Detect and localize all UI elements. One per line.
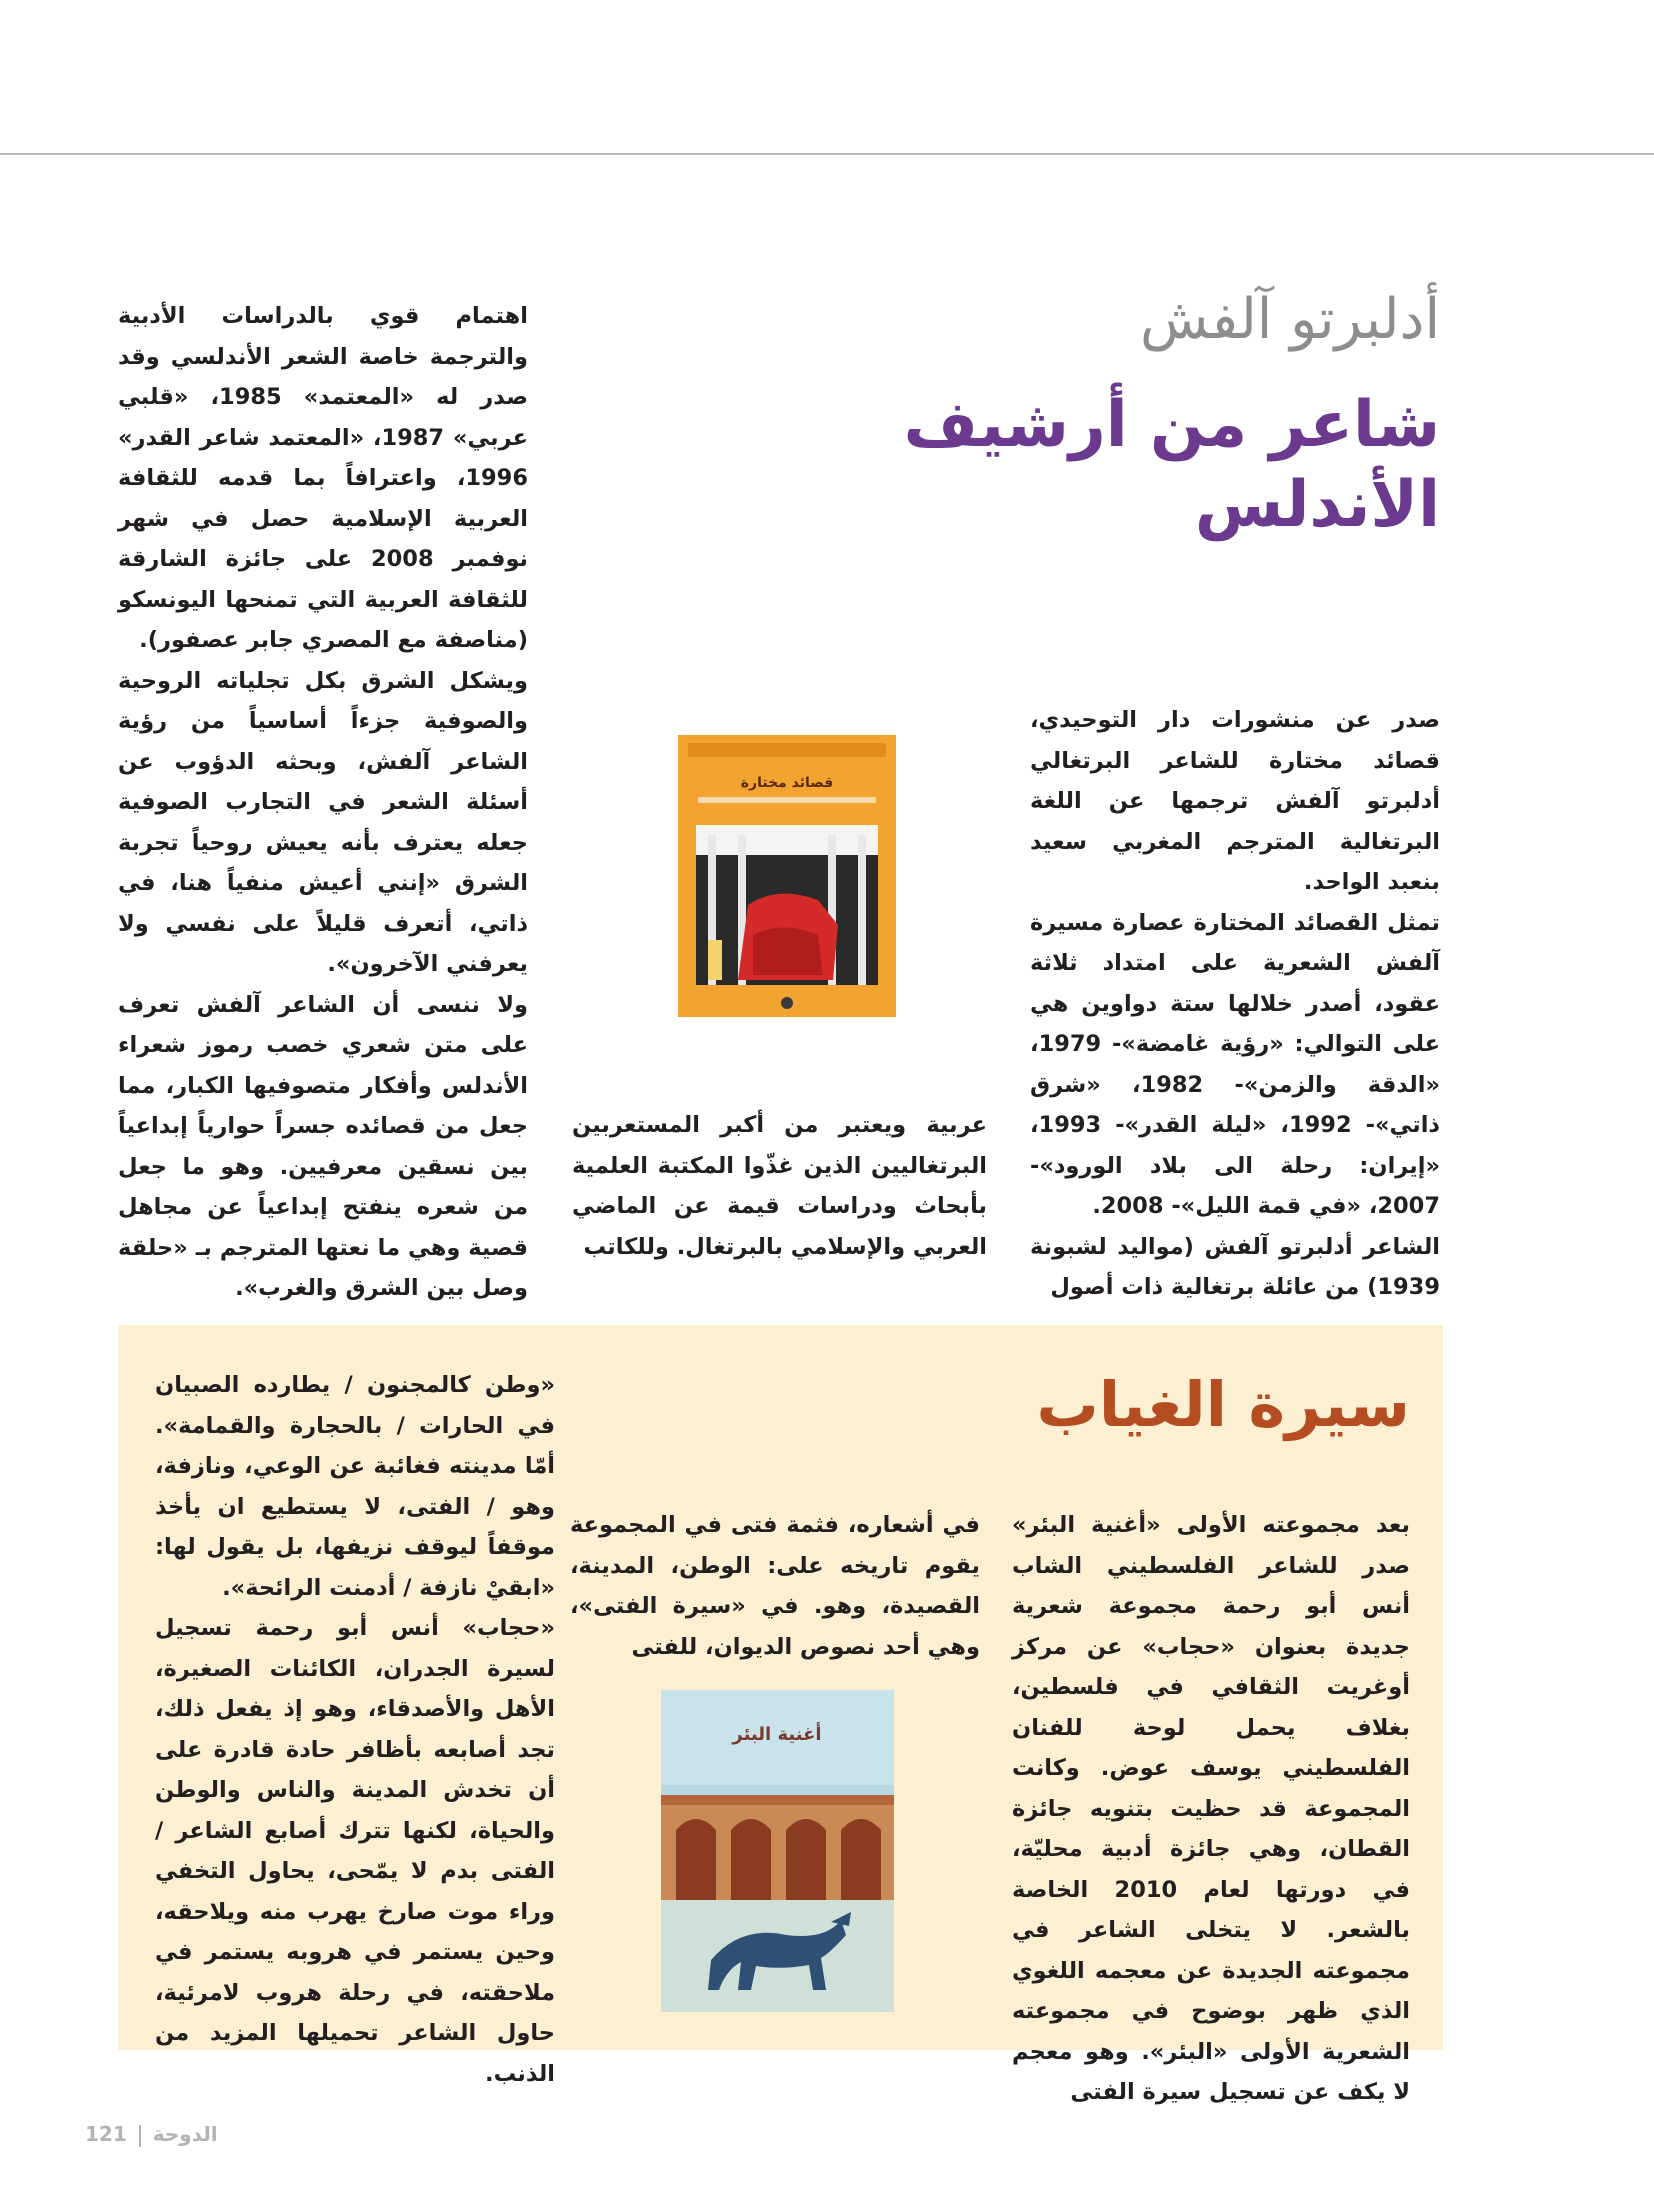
article1-column-right — [1030, 700, 1440, 1308]
book-cover-title: قصائد مختارة — [740, 775, 834, 791]
paragraph: «حجاب» أنس أبو رحمة تسجيل لسيرة الجدران، الكائنات الصغيرة، الأهل والأصدقاء، وهو إذ يفعل ذلك، تجد أصابعه بأظافر حادة قادرة على أن تخدش المدينة والناس والوطن والحياة، لكنها تترك أصابع الشاعر / الفتى بدم لا يمّحى، يحاول التخفي وراء موت صارخ يهرب منه ويلاحقه، وحين يستمر في هروبه يستمر في ملاحقته، في رحلة هروب لامرئية، حاول الشاعر تحميلها المزيد من الذنب. — [155, 1615, 555, 2087]
book-cover-image — [678, 735, 896, 1017]
paragraph: ويشكل الشرق بكل تجلياته الروحية والصوفية جزءاً أساسياً من رؤية الشاعر آلفش، وبحثه الدؤوب عن أسئلة الشعر في التجارب الصوفية جعله يعترف بأنه يعيش روحياً تجربة الشرق «إنني أعيش منفياً هنا، في ذاتي، أتعرف قليلاً على نفسي ولا يعرفني الآخرون». — [118, 667, 528, 977]
magazine-name: الدوحة — [152, 2122, 218, 2146]
page-footer — [85, 2114, 218, 2154]
article-title: شاعر من أرشيف الأندلس — [903, 388, 1440, 542]
paragraph: «وطن كالمجنون / يطارده الصبيان في الحارات / بالحجارة والقمامة». أمّا مدينته فغائبة عن الوعي، ونازفة، وهو / الفتى، لا يستطيع ان يأخذ موقفاً ليوقف نزيفها، بل يقول لها: «ابقيْ نازفة / أدمنت الرائحة». — [155, 1372, 555, 1601]
page-number: 121 — [85, 2122, 127, 2146]
paragraph: عربية ويعتبر من أكبر المستعربين البرتغاليين الذين غذّوا المكتبة العلمية بأبحاث ودراسات قيمة عن الماضي العربي والإسلامي بالبرتغال. وللكاتب — [572, 1112, 987, 1260]
article2-column-left — [155, 1365, 555, 2094]
paragraph: صدر عن منشورات دار التوحيدي، قصائد مختارة للشاعر البرتغالي أدلبرتو آلفش ترجمها عن اللغة البرتغالية المترجم المغربي سعيد بنعبد الواحد. — [1030, 707, 1440, 895]
paragraph: ولا ننسى أن الشاعر آلفش تعرف على متن شعري خصب رموز شعراء الأندلس وأفكار متصوفيها الكبار، مما جعل من قصائده جسراً حوارياً إبداعياً بين نسقين معرفيين. وهو ما جعل من شعره ينفتح إبداعياً عن مجاهل قصية وهي ما نعتها المترجم بـ «حلقة وصل بين الشرق والغرب». — [118, 991, 528, 1301]
book-cover-2-title: أغنية البئر — [732, 1724, 822, 1745]
article2-column-middle — [570, 1505, 980, 1667]
book-cover-image-2 — [661, 1690, 894, 2012]
header-rule — [0, 153, 1654, 155]
paragraph: في أشعاره، فثمة فتى في المجموعة يقوم تاريخه على: الوطن، المدينة، القصيدة، وهو. في «سيرة الفتى»، وهي أحد نصوص الديوان، للفتى — [570, 1512, 980, 1660]
article-subtitle: أدلبرتو آلفش — [1139, 287, 1440, 352]
paragraph: اهتمام قوي بالدراسات الأدبية والترجمة خاصة الشعر الأندلسي وقد صدر له «المعتمد» 1985، «قلبي عربي» 1987، «المعتمد شاعر القدر» 1996، واعترافاً بما قدمه للثقافة العربية الإسلامية حصل في شهر نوفمبر 2008 على جائزة الشارقة للثقافة العربية التي تمنحها اليونسكو (مناصفة مع المصري جابر عصفور). — [118, 303, 529, 653]
article1-column-middle — [572, 1105, 987, 1267]
article1-column-left — [118, 296, 528, 1309]
paragraph: الشاعر أدلبرتو آلفش (مواليد لشبونة 1939) من عائلة برتغالية ذات أصول — [1030, 1233, 1440, 1300]
sidebar-title: سيرة الغياب — [1036, 1368, 1410, 1441]
footer-divider — [139, 2125, 141, 2147]
article2-column-right — [1012, 1505, 1410, 2113]
paragraph: بعد مجموعته الأولى «أغنية البئر» صدر للشاعر الفلسطيني الشاب أنس أبو رحمة مجموعة شعرية جديدة بعنوان «حجاب» عن مركز أوغريت الثقافي في فلسطين، بغلاف يحمل لوحة للفنان الفلسطيني يوسف عوض. وكانت المجموعة قد حظيت بتنويه جائزة القطان، وهي جائزة أدبية محليّة، في دورتها لعام 2010 الخاصة بالشعر. لا يتخلى الشاعر في مجموعته الجديدة عن معجمه اللغوي الذي ظهر بوضوح في مجموعته الشعرية الأولى «البئر». وهو معجم لا يكف عن تسجيل سيرة الفتى — [1012, 1512, 1410, 2105]
paragraph: تمثل القصائد المختارة عصارة مسيرة آلفش الشعرية على امتداد ثلاثة عقود، أصدر خلالها ستة دواوين هي على التوالي: «رؤية غامضة»- 1979، «الدقة والزمن»- 1982، «شرق ذاتي»- 1992، «ليلة القدر»- 1993، «إيران: رحلة الى بلاد الورود»- 2007، «في قمة الليل»- 2008. — [1030, 909, 1441, 1219]
